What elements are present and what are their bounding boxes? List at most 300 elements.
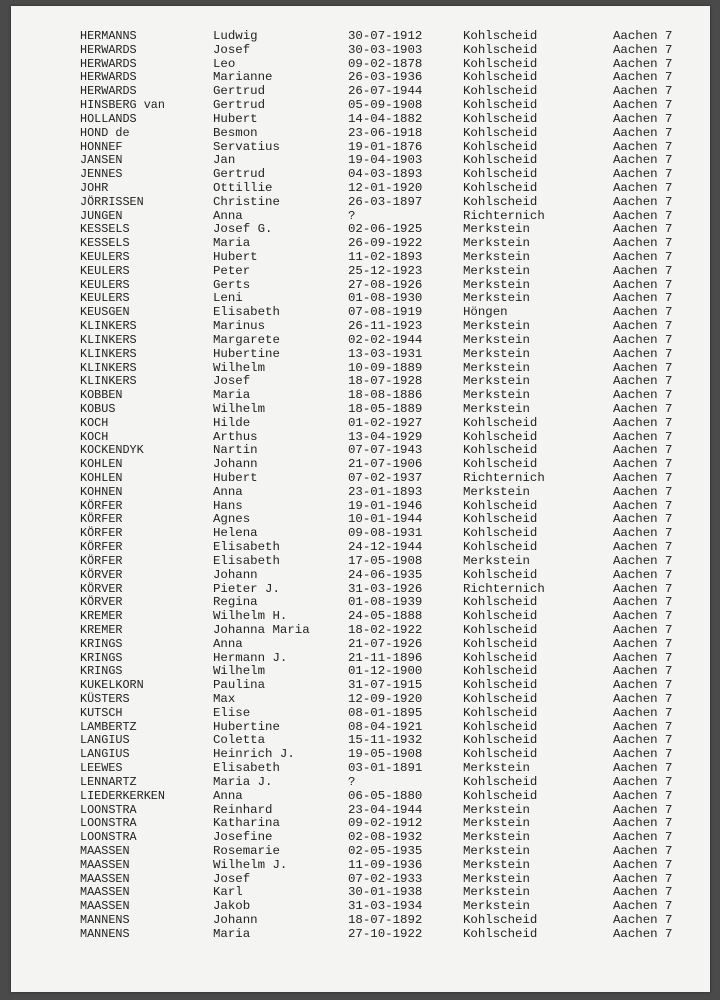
first-name-cell: Elisabeth — [213, 761, 280, 776]
city-cell: Aachen 7 — [613, 332, 673, 347]
city-cell: Aachen 7 — [613, 830, 673, 845]
record-row — [11, 790, 710, 804]
place-cell: Kohlscheid — [463, 194, 538, 209]
birth-date-cell: 30-07-1912 — [348, 29, 423, 43]
birth-date-cell: 12-01-1920 — [348, 180, 423, 195]
surname-cell: KUKELKORN — [80, 678, 144, 693]
place-cell: Merkstein — [463, 885, 530, 900]
record-row — [11, 610, 710, 624]
first-name-cell: Anna — [213, 788, 243, 803]
place-cell: Merkstein — [463, 374, 530, 389]
birth-date-cell: 25-12-1923 — [348, 263, 423, 278]
city-cell: Aachen 7 — [613, 388, 673, 403]
first-name-cell: Marianne — [213, 70, 273, 85]
first-name-cell: Anna — [213, 208, 243, 223]
record-row — [11, 375, 710, 389]
surname-cell: KLINKERS — [80, 360, 137, 375]
first-name-cell: Pieter J. — [213, 581, 280, 596]
surname-cell: HERWARDS — [80, 70, 137, 85]
city-cell: Aachen 7 — [613, 843, 673, 858]
first-name-cell: Josef G. — [213, 222, 273, 237]
first-name-cell: Johann — [213, 567, 258, 582]
first-name-cell: Anna — [213, 484, 243, 499]
place-cell: Kohlscheid — [463, 650, 538, 665]
surname-cell: KESSELS — [80, 236, 130, 251]
record-row — [11, 721, 710, 735]
city-cell: Aachen 7 — [613, 222, 673, 237]
first-name-cell: Jakob — [213, 899, 251, 914]
city-cell: Aachen 7 — [613, 305, 673, 320]
record-row — [11, 292, 710, 306]
record-row — [11, 845, 710, 859]
surname-cell: JUNGEN — [80, 208, 123, 223]
city-cell: Aachen 7 — [613, 457, 673, 472]
surname-cell: KÖRFER — [80, 498, 123, 513]
record-row — [11, 154, 710, 168]
first-name-cell: Wilhelm — [213, 360, 266, 375]
city-cell: Aachen 7 — [613, 484, 673, 499]
place-cell: Merkstein — [463, 236, 530, 251]
city-cell: Aachen 7 — [613, 581, 673, 596]
city-cell: Aachen 7 — [613, 719, 673, 734]
birth-date-cell: 23-04-1944 — [348, 802, 423, 817]
surname-cell: KOCH — [80, 429, 109, 444]
city-cell: Aachen 7 — [613, 139, 673, 154]
city-cell: Aachen 7 — [613, 111, 673, 126]
birth-date-cell: 19-04-1903 — [348, 153, 423, 168]
city-cell: Aachen 7 — [613, 871, 673, 886]
surname-cell: JÖRRISSEN — [80, 194, 144, 209]
place-cell: Kohlscheid — [463, 719, 538, 734]
city-cell: Aachen 7 — [613, 747, 673, 762]
birth-date-cell: 11-09-1936 — [348, 857, 423, 872]
record-row — [11, 237, 710, 251]
city-cell: Aachen 7 — [613, 553, 673, 568]
place-cell: Kohlscheid — [463, 567, 538, 582]
record-row — [11, 679, 710, 693]
birth-date-cell: 13-04-1929 — [348, 429, 423, 444]
city-cell: Aachen 7 — [613, 857, 673, 872]
birth-date-cell: 08-01-1895 — [348, 705, 423, 720]
first-name-cell: Elisabeth — [213, 540, 280, 555]
birth-date-cell: 11-02-1893 — [348, 250, 423, 264]
birth-date-cell: 12-09-1920 — [348, 692, 423, 706]
first-name-cell: Hubert — [213, 471, 258, 485]
record-row — [11, 362, 710, 376]
surname-cell: LOONSTRA — [80, 816, 137, 831]
surname-cell: LENNARTZ — [80, 774, 137, 789]
city-cell: Aachen 7 — [613, 816, 673, 831]
place-cell: Merkstein — [463, 401, 530, 416]
surname-cell: KLINKERS — [80, 346, 137, 361]
place-cell: Kohlscheid — [463, 913, 538, 927]
city-cell: Aachen 7 — [613, 194, 673, 209]
first-name-cell: Johann — [213, 913, 258, 927]
surname-cell: JOHR — [80, 180, 109, 195]
birth-date-cell: 17-05-1908 — [348, 553, 423, 568]
record-row — [11, 458, 710, 472]
city-cell: Aachen 7 — [613, 802, 673, 817]
first-name-cell: Coletta — [213, 733, 266, 748]
surname-cell: KÖRFER — [80, 526, 123, 541]
birth-date-cell: 27-08-1926 — [348, 277, 423, 292]
surname-cell: KLINKERS — [80, 332, 137, 347]
surname-cell: KREMER — [80, 622, 123, 637]
birth-date-cell: 18-08-1886 — [348, 388, 423, 403]
first-name-cell: Josefine — [213, 830, 273, 845]
first-name-cell: Johann — [213, 457, 258, 472]
surname-cell: KEULERS — [80, 250, 130, 264]
birth-date-cell: 04-03-1893 — [348, 167, 423, 182]
first-name-cell: Wilhelm — [213, 664, 266, 679]
place-cell: Merkstein — [463, 332, 530, 347]
record-row — [11, 320, 710, 334]
first-name-cell: Peter — [213, 263, 251, 278]
city-cell: Aachen 7 — [613, 443, 673, 458]
city-cell: Aachen 7 — [613, 374, 673, 389]
first-name-cell: Josef — [213, 374, 251, 389]
birth-date-cell: 23-06-1918 — [348, 125, 423, 140]
surname-cell: HINSBERG van — [80, 98, 165, 113]
first-name-cell: Reinhard — [213, 802, 273, 817]
place-cell: Merkstein — [463, 222, 530, 237]
place-cell: Merkstein — [463, 761, 530, 776]
first-name-cell: Hilde — [213, 415, 251, 430]
birth-date-cell: 02-06-1925 — [348, 222, 423, 237]
surname-cell: KOCH — [80, 415, 109, 430]
birth-date-cell: 18-02-1922 — [348, 622, 423, 637]
first-name-cell: Regina — [213, 595, 258, 610]
place-cell: Kohlscheid — [463, 664, 538, 679]
city-cell: Aachen 7 — [613, 70, 673, 85]
record-row — [11, 85, 710, 99]
first-name-cell: Johanna Maria — [213, 622, 310, 637]
surname-cell: KLINKERS — [80, 319, 137, 334]
record-row — [11, 182, 710, 196]
first-name-cell: Arthus — [213, 429, 258, 444]
place-cell: Höngen — [463, 305, 508, 320]
place-cell: Kohlscheid — [463, 457, 538, 472]
first-name-cell: Nartin — [213, 443, 258, 458]
birth-date-cell: 26-11-1923 — [348, 319, 423, 334]
surname-cell: LIEDERKERKEN — [80, 788, 165, 803]
first-name-cell: Maria — [213, 388, 251, 403]
surname-cell: KÖRVER — [80, 567, 123, 582]
city-cell: Aachen 7 — [613, 540, 673, 555]
surname-cell: KEUSGEN — [80, 305, 130, 320]
place-cell: Merkstein — [463, 263, 530, 278]
place-cell: Kohlscheid — [463, 429, 538, 444]
place-cell: Merkstein — [463, 553, 530, 568]
first-name-cell: Katharina — [213, 816, 280, 831]
birth-date-cell: 30-03-1903 — [348, 42, 423, 57]
record-row — [11, 113, 710, 127]
record-row — [11, 831, 710, 845]
surname-cell: MAASSEN — [80, 899, 130, 914]
first-name-cell: Josef — [213, 42, 251, 57]
surname-cell: MAASSEN — [80, 857, 130, 872]
surname-cell: MANNENS — [80, 926, 130, 941]
place-cell: Merkstein — [463, 250, 530, 264]
place-cell: Kohlscheid — [463, 70, 538, 85]
record-row — [11, 873, 710, 887]
surname-cell: KEULERS — [80, 277, 130, 292]
surname-cell: KREMER — [80, 609, 123, 624]
city-cell: Aachen 7 — [613, 913, 673, 927]
birth-date-cell: 13-03-1931 — [348, 346, 423, 361]
first-name-cell: Leo — [213, 56, 236, 71]
place-cell: Kohlscheid — [463, 692, 538, 706]
first-name-cell: Leni — [213, 291, 243, 306]
birth-date-cell: 14-04-1882 — [348, 111, 423, 126]
first-name-cell: Hubert — [213, 250, 258, 264]
surname-cell: KOHLEN — [80, 457, 123, 472]
place-cell: Kohlscheid — [463, 111, 538, 126]
record-row — [11, 886, 710, 900]
place-cell: Kohlscheid — [463, 139, 538, 154]
first-name-cell: Wilhelm J. — [213, 857, 288, 872]
place-cell: Merkstein — [463, 830, 530, 845]
surname-cell: MAASSEN — [80, 843, 130, 858]
first-name-cell: Hubertine — [213, 719, 280, 734]
city-cell: Aachen 7 — [613, 761, 673, 776]
place-cell: Kohlscheid — [463, 622, 538, 637]
surname-cell: KOBUS — [80, 401, 116, 416]
first-name-cell: Hans — [213, 498, 243, 513]
surname-cell: LEEWES — [80, 761, 123, 776]
surname-cell: HERWARDS — [80, 56, 137, 71]
surname-cell: KEULERS — [80, 263, 130, 278]
surname-cell: HERWARDS — [80, 84, 137, 99]
record-row — [11, 223, 710, 237]
first-name-cell: Wilhelm — [213, 401, 266, 416]
surname-cell: HOLLANDS — [80, 111, 137, 126]
birth-date-cell: 02-02-1944 — [348, 332, 423, 347]
city-cell: Aachen 7 — [613, 733, 673, 748]
surname-cell: KÜSTERS — [80, 692, 130, 706]
document-page — [11, 6, 710, 992]
record-row — [11, 168, 710, 182]
place-cell: Kohlscheid — [463, 84, 538, 99]
city-cell: Aachen 7 — [613, 885, 673, 900]
surname-cell: KLINKERS — [80, 374, 137, 389]
place-cell: Kohlscheid — [463, 415, 538, 430]
birth-date-cell: 01-12-1900 — [348, 664, 423, 679]
record-row — [11, 30, 710, 44]
first-name-cell: Helena — [213, 526, 258, 541]
record-row — [11, 734, 710, 748]
record-row — [11, 762, 710, 776]
record-row — [11, 928, 710, 942]
place-cell: Kohlscheid — [463, 42, 538, 57]
record-row — [11, 58, 710, 72]
city-cell: Aachen 7 — [613, 125, 673, 140]
birth-date-cell: 21-07-1906 — [348, 457, 423, 472]
city-cell: Aachen 7 — [613, 401, 673, 416]
first-name-cell: Agnes — [213, 512, 251, 527]
city-cell: Aachen 7 — [613, 774, 673, 789]
city-cell: Aachen 7 — [613, 236, 673, 251]
surname-cell: KÖRVER — [80, 595, 123, 610]
record-row — [11, 914, 710, 928]
record-row — [11, 444, 710, 458]
first-name-cell: Hubert — [213, 111, 258, 126]
first-name-cell: Paulina — [213, 678, 266, 693]
first-name-cell: Hubertine — [213, 346, 280, 361]
place-cell: Merkstein — [463, 802, 530, 817]
surname-cell: KESSELS — [80, 222, 130, 237]
birth-date-cell: 01-08-1930 — [348, 291, 423, 306]
surname-cell: HERWARDS — [80, 42, 137, 57]
place-cell: Kohlscheid — [463, 153, 538, 168]
first-name-cell: Margarete — [213, 332, 280, 347]
surname-cell: LANGIUS — [80, 733, 130, 748]
record-row — [11, 306, 710, 320]
record-row — [11, 389, 710, 403]
first-name-cell: Gerts — [213, 277, 251, 292]
city-cell: Aachen 7 — [613, 84, 673, 99]
record-row — [11, 859, 710, 873]
record-row — [11, 596, 710, 610]
first-name-cell: Hermann J. — [213, 650, 288, 665]
first-name-cell: Elisabeth — [213, 553, 280, 568]
surname-cell: JENNES — [80, 167, 123, 182]
place-cell: Kohlscheid — [463, 678, 538, 693]
city-cell: Aachen 7 — [613, 636, 673, 651]
birth-date-cell: ? — [348, 774, 356, 789]
place-cell: Kohlscheid — [463, 167, 538, 182]
birth-date-cell: 19-01-1946 — [348, 498, 423, 513]
birth-date-cell: 21-07-1926 — [348, 636, 423, 651]
place-cell: Kohlscheid — [463, 526, 538, 541]
city-cell: Aachen 7 — [613, 29, 673, 43]
city-cell: Aachen 7 — [613, 56, 673, 71]
birth-date-cell: 19-01-1876 — [348, 139, 423, 154]
record-row — [11, 900, 710, 914]
first-name-cell: Servatius — [213, 139, 280, 154]
record-row — [11, 486, 710, 500]
place-cell: Kohlscheid — [463, 512, 538, 527]
place-cell: Kohlscheid — [463, 180, 538, 195]
surname-cell: KUTSCH — [80, 705, 123, 720]
first-name-cell: Gertrud — [213, 84, 266, 99]
birth-date-cell: 01-08-1939 — [348, 595, 423, 610]
city-cell: Aachen 7 — [613, 180, 673, 195]
surname-cell: KÖRFER — [80, 512, 123, 527]
first-name-cell: Anna — [213, 636, 243, 651]
first-name-cell: Elise — [213, 705, 251, 720]
place-cell: Kohlscheid — [463, 926, 538, 941]
record-row — [11, 472, 710, 486]
first-name-cell: Elisabeth — [213, 305, 280, 320]
city-cell: Aachen 7 — [613, 429, 673, 444]
record-row — [11, 707, 710, 721]
birth-date-cell: 21-11-1896 — [348, 650, 423, 665]
birth-date-cell: 07-07-1943 — [348, 443, 423, 458]
city-cell: Aachen 7 — [613, 346, 673, 361]
birth-date-cell: 24-12-1944 — [348, 540, 423, 555]
record-row — [11, 624, 710, 638]
birth-date-cell: 24-05-1888 — [348, 609, 423, 624]
city-cell: Aachen 7 — [613, 208, 673, 223]
birth-date-cell: 18-07-1892 — [348, 913, 423, 927]
city-cell: Aachen 7 — [613, 277, 673, 292]
record-row — [11, 99, 710, 113]
birth-date-cell: 26-03-1897 — [348, 194, 423, 209]
birth-date-cell: 08-04-1921 — [348, 719, 423, 734]
place-cell: Kohlscheid — [463, 29, 538, 43]
city-cell: Aachen 7 — [613, 788, 673, 803]
record-row — [11, 44, 710, 58]
surname-cell: KOBBEN — [80, 388, 123, 403]
birth-date-cell: 06-05-1880 — [348, 788, 423, 803]
city-cell: Aachen 7 — [613, 471, 673, 485]
place-cell: Merkstein — [463, 319, 530, 334]
record-row — [11, 652, 710, 666]
birth-date-cell: 26-03-1936 — [348, 70, 423, 85]
first-name-cell: Christine — [213, 194, 280, 209]
record-row — [11, 569, 710, 583]
birth-date-cell: 18-05-1889 — [348, 401, 423, 416]
birth-date-cell: 24-06-1935 — [348, 567, 423, 582]
surname-cell: KÖRFER — [80, 540, 123, 555]
record-row — [11, 141, 710, 155]
place-cell: Kohlscheid — [463, 540, 538, 555]
record-row — [11, 196, 710, 210]
record-row — [11, 693, 710, 707]
record-row — [11, 127, 710, 141]
surname-cell: KÖRVER — [80, 581, 123, 596]
surname-cell: LANGIUS — [80, 747, 130, 762]
record-row — [11, 431, 710, 445]
record-row — [11, 265, 710, 279]
place-cell: Kohlscheid — [463, 636, 538, 651]
place-cell: Merkstein — [463, 277, 530, 292]
first-name-cell: Wilhelm H. — [213, 609, 288, 624]
first-name-cell: Ottillie — [213, 180, 273, 195]
record-row — [11, 665, 710, 679]
birth-date-cell: 05-09-1908 — [348, 98, 423, 113]
surname-cell: KEULERS — [80, 291, 130, 306]
place-cell: Kohlscheid — [463, 705, 538, 720]
city-cell: Aachen 7 — [613, 926, 673, 941]
birth-date-cell: 27-10-1922 — [348, 926, 423, 941]
surname-cell: LOONSTRA — [80, 802, 137, 817]
birth-date-cell: 31-03-1934 — [348, 899, 423, 914]
first-name-cell: Maria J. — [213, 774, 273, 789]
place-cell: Kohlscheid — [463, 595, 538, 610]
place-cell: Richternich — [463, 581, 545, 596]
birth-date-cell: 26-07-1944 — [348, 84, 423, 99]
place-cell: Kohlscheid — [463, 498, 538, 513]
city-cell: Aachen 7 — [613, 595, 673, 610]
birth-date-cell: 02-08-1932 — [348, 830, 423, 845]
first-name-cell: Jan — [213, 153, 236, 168]
first-name-cell: Gertrud — [213, 167, 266, 182]
surname-cell: LOONSTRA — [80, 830, 137, 845]
place-cell: Kohlscheid — [463, 774, 538, 789]
city-cell: Aachen 7 — [613, 664, 673, 679]
surname-cell: KRINGS — [80, 650, 123, 665]
record-row — [11, 71, 710, 85]
place-cell: Merkstein — [463, 346, 530, 361]
surname-cell: KRINGS — [80, 636, 123, 651]
place-cell: Kohlscheid — [463, 443, 538, 458]
place-cell: Kohlscheid — [463, 56, 538, 71]
place-cell: Merkstein — [463, 360, 530, 375]
place-cell: Merkstein — [463, 857, 530, 872]
birth-date-cell: 31-07-1915 — [348, 678, 423, 693]
